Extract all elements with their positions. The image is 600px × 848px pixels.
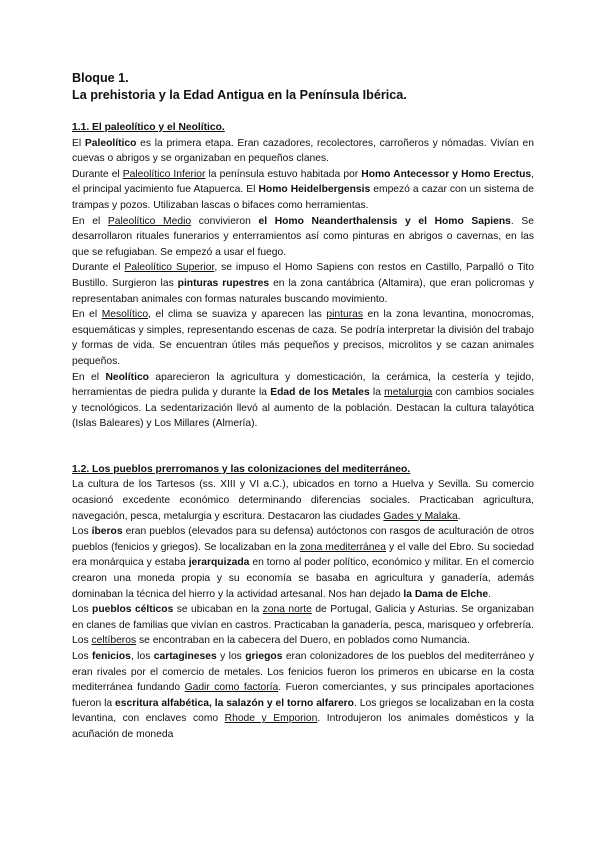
underlined-term: metalurgia <box>384 387 433 399</box>
bold-term: el Homo Neanderthalensis y el Homo Sapiens <box>258 215 511 227</box>
paragraph <box>72 307 534 369</box>
paragraph <box>72 260 534 307</box>
text-run: eran pueblos (elevados para su defensa) autóctonos con rasgos de aculturación de otros pueblos (fenicios y griegos). Se localizaban en la <box>72 526 534 553</box>
text-run: . <box>457 510 461 522</box>
text-run: empezó a cazar con un sistema de trampas y pozos. Utilizaban lascas o bifaces como herramientas. <box>72 184 534 211</box>
document-page <box>72 70 534 743</box>
underlined-term: zona norte <box>262 604 312 616</box>
text-run: Los <box>72 651 92 662</box>
underlined-term: Gadir como factoría <box>184 682 279 694</box>
underlined-term: Mesolítico <box>101 309 149 321</box>
text-run: Los <box>72 604 93 616</box>
text-run: con cambios sociales y tecnológicos. La sedentarización llevó al aumento de la población. Destacan la cultura talayótica (Islas Baleares) y Los Millares (Almería). <box>72 387 534 430</box>
document-title <box>72 70 534 104</box>
bold-term: íberos <box>91 526 123 538</box>
paragraph <box>72 602 534 633</box>
block-title: La prehistoria y la Edad Antigua en la Península Ibérica. <box>72 88 407 102</box>
text-run: y el valle del Ebro. Su sociedad era monárquica y estaba <box>72 541 535 569</box>
text-run: Durante el <box>72 168 123 180</box>
text-run: . Fueron comerciantes, y sus principales aportaciones fueron la <box>72 682 535 709</box>
paragraph <box>72 633 534 649</box>
text-run: Los <box>72 635 92 647</box>
text-run: es la primera etapa. Eran cazadores, recolectores, carroñeros y nómadas. Vivían en cuevas o abrigos y se organizaban en pequeños clanes. <box>72 137 534 165</box>
bold-term: Edad de los Metales <box>270 387 370 399</box>
text-run: , el principal yacimiento fue Atapuerca. El <box>72 168 534 196</box>
text-run: de Portugal, Galicia y Asturias. Se organizaban en clanes de familias que vivían en castros. Practicaban la ganadería, pesca, marisqueo y orfebrería. <box>72 604 534 631</box>
text-run: . Se desarrollaron rituales funerarios y enterramientos así como pinturas en abrigos o cavernas, en las que se refugiaban. Se empezó a usar el fuego. <box>72 215 534 258</box>
text-run: se encontraban en la cabecera del Duero, en poblados como Numancia. <box>136 635 470 647</box>
section-heading-prerroman: 1.2. Los pueblos prerromanos y las colonizaciones del mediterráneo. <box>72 463 411 475</box>
bold-term: Homo Heidelbergensis <box>258 184 371 196</box>
text-run: y los <box>216 651 246 662</box>
paragraph <box>72 167 534 214</box>
bold-term: Paleolítico <box>84 137 137 149</box>
bold-term: Neolítico <box>105 371 149 383</box>
paragraph <box>72 477 534 524</box>
text-run: , los <box>130 651 154 662</box>
section-body-prerroman <box>72 477 534 742</box>
paragraph <box>72 136 534 167</box>
text-run: , se impuso el Homo Sapiens con restos en Castillo, Parpalló o Tito Bustillo. Surgieron las <box>72 262 534 289</box>
text-run: . Los griegos se localizaban en la costa levantina, con enclaves como <box>72 697 535 725</box>
underlined-term: Rhode y Emporion <box>224 713 318 725</box>
text-run: Durante el <box>72 262 125 274</box>
text-run: aparecieron la agricultura y domesticación, la cerámica, la cestería y tejido, herramientas de piedra pulida y durante la <box>72 371 534 399</box>
underlined-term: zona mediterránea <box>299 541 386 553</box>
underlined-term: Paleolítico Medio <box>107 215 192 227</box>
text-run: . <box>488 588 491 600</box>
section-heading-paleolithic: 1.1. El paleolítico y el Neolítico. <box>72 122 225 133</box>
text-run: la <box>369 387 385 399</box>
text-run: se ubicaban en la <box>173 604 263 616</box>
paragraph <box>72 370 534 432</box>
text-run: En el <box>72 215 108 227</box>
text-run: eran colonizadores de los pueblos del mediterráneo y eran rivales por el comercio de metales. Los fenicios fueron los primeros en ubicarse en la costa mediterránea fundando <box>72 651 534 694</box>
paragraph <box>72 649 534 743</box>
text-run: En el <box>72 309 102 321</box>
text-run: . Introdujeron los animales domésticos y la acuñación de moneda <box>72 713 535 740</box>
bold-term: pinturas rupestres <box>177 277 270 289</box>
bold-term: jerarquizada <box>188 557 250 569</box>
text-run: El <box>72 137 85 149</box>
text-run: , el clima se suaviza y aparecen las <box>148 309 327 321</box>
text-run: convivieron <box>191 215 259 227</box>
bold-term: griegos <box>245 651 283 662</box>
text-run: en la zona cantábrica (Altamira), que eran policromas y representaban animales con formas naturales buscando movimiento. <box>72 277 534 305</box>
text-run: en la zona levantina, monocromas, esquemáticas y simples, representando escenas de caza. Se podría interpretar la división del trabajo y formas de vida. Se encuentran útiles más pequeños y precisos, microlitos y se cazan animales pequeños. <box>72 309 534 367</box>
bold-term: la Dama de Elche <box>403 588 489 600</box>
bold-term: Homo Antecessor y Homo Erectus <box>361 168 532 180</box>
paragraph <box>72 214 534 261</box>
section-body-paleolithic <box>72 136 534 432</box>
underlined-term: Paleolítico Superior <box>124 262 215 274</box>
text-run: Los <box>72 526 92 538</box>
text-run: la península estuvo habitada por <box>205 168 362 180</box>
underlined-term: celtíberos <box>91 635 137 647</box>
underlined-term: Gades y Malaka <box>383 510 458 522</box>
underlined-term: pinturas <box>326 309 364 321</box>
underlined-term: Paleolítico Inferior <box>122 168 206 180</box>
bold-term: escritura alfabética, la salazón y el torno alfarero <box>115 697 354 709</box>
text-run: La cultura de los Tartesos (ss. XIII y VI a.C.), ubicados en torno a Huelva y Sevilla. Su comercio ocasionó excedente económico determinando diferencias sociales. Practicaban agricultura, navegación, pesca, metalurgia y escritura. Destacaron las ciudades <box>72 479 534 522</box>
bold-term: cartagineses <box>153 651 217 662</box>
text-run: En el <box>72 371 106 383</box>
paragraph <box>72 524 534 602</box>
text-run: en torno al poder político, económico y militar. En el comercio crearon una moneda propia y su economía se basaba en agricultura y ganadería, además dominaban la técnica del hierro y la actividad artesanal. Nos han dejado <box>72 557 534 600</box>
bold-term: fenicios <box>92 651 131 662</box>
bold-term: pueblos célticos <box>92 604 174 616</box>
block-number: Bloque 1. <box>72 71 129 85</box>
